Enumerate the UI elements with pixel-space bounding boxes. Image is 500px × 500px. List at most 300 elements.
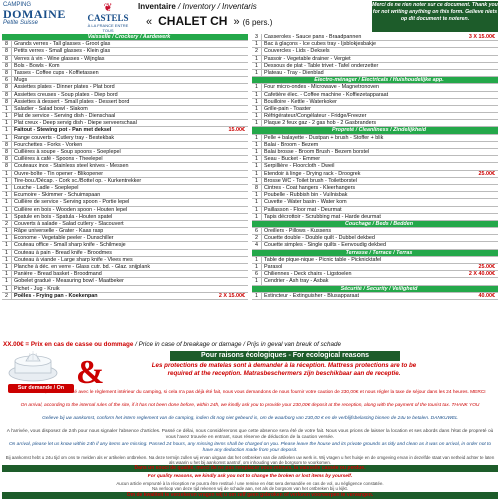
item-price bbox=[245, 99, 248, 105]
section-header-row bbox=[252, 221, 498, 228]
item-quantity: 1 bbox=[252, 278, 262, 284]
inventory-row bbox=[252, 135, 498, 142]
inventory-row bbox=[2, 135, 248, 142]
item-quantity: 2 bbox=[2, 221, 12, 227]
title-open-quote: « bbox=[146, 16, 153, 28]
item-name: Cuillères à café - Spoons - Theelepel bbox=[14, 156, 103, 163]
item-name: Sécurité / Security / Veiligheid bbox=[340, 285, 418, 292]
title-bold: Inventaire bbox=[138, 2, 176, 11]
item-price bbox=[495, 257, 498, 263]
inventory-row bbox=[2, 77, 248, 84]
item-name: Bouilloire - Kettle - Waterkoker bbox=[264, 98, 337, 105]
item-quantity: 1 bbox=[2, 214, 12, 220]
item-quantity: 8 bbox=[2, 48, 12, 54]
item-name: Bols - Bowls - Kom bbox=[14, 62, 60, 69]
item-price: 2 X 15.00€ bbox=[218, 292, 245, 299]
item-quantity: 1 bbox=[252, 199, 262, 205]
item-quantity: 1 bbox=[2, 242, 12, 248]
item-name: Paillasson - Floor mat - Deurmat bbox=[264, 206, 342, 213]
item-name: Ouvre-boîte - Tin opener - Blikopener bbox=[14, 170, 103, 177]
inventory-table-left bbox=[2, 34, 248, 300]
item-name: Bac à glaçons - Ice cubes tray - Ijsblokjesbakje bbox=[264, 41, 377, 48]
price-note bbox=[3, 341, 497, 348]
item-name: Verres à vin - Wine glasses - Wijnglas bbox=[14, 55, 105, 62]
inventory-row bbox=[252, 207, 498, 214]
item-quantity: 6 bbox=[2, 77, 12, 83]
inventory-row bbox=[2, 192, 248, 199]
inventory-row bbox=[252, 156, 498, 163]
inventory-row bbox=[252, 192, 498, 199]
item-name: Saladier - Salad bowl - Slakom bbox=[14, 105, 88, 112]
item-name: Dessous de plat - Table trivet - Tafel onderzetter bbox=[264, 62, 379, 69]
inventory-row bbox=[2, 242, 248, 249]
quality-bar-nl bbox=[2, 492, 498, 499]
borrowed-items-note: Aucun article emprunté à la réception ne pourra être restitué / une remise en état sera demandée en cas de vol, ou négligence constatée. bbox=[116, 481, 384, 486]
item-price bbox=[245, 264, 248, 270]
item-price bbox=[495, 106, 498, 112]
item-name: Propreté / Cleanliness / Zindelijkheid bbox=[331, 127, 427, 134]
item-price bbox=[245, 34, 248, 40]
item-price: 15.00€ bbox=[228, 127, 245, 134]
item-quantity bbox=[252, 127, 261, 133]
item-quantity: 1 bbox=[252, 192, 262, 198]
item-quantity: 1 bbox=[252, 142, 262, 148]
item-price bbox=[245, 242, 248, 248]
item-name: Cafetière élec. - Coffee machine - Koffiezetapparaat bbox=[264, 91, 389, 98]
deposit-note-en: On arrival, according to the internal rules of the site, if it has not been done before, within 24h, we kindly ask you to provide your 230,00€ deposit at the reception, along with the payment of the tourist tax. THANK YOU bbox=[20, 403, 480, 408]
item-name: Assiettes plates - Dinner plates - Plat bord bbox=[14, 84, 115, 91]
inventory-row bbox=[252, 34, 498, 41]
inventory-row bbox=[2, 178, 248, 185]
item-price: 3 X 15.00€ bbox=[468, 34, 495, 40]
item-quantity: 1 bbox=[2, 171, 12, 177]
ampersand: & bbox=[76, 354, 105, 391]
item-quantity: 1 bbox=[252, 113, 262, 119]
inventory-row bbox=[252, 70, 498, 77]
item-quantity: 1 bbox=[2, 264, 12, 270]
item-name: Couette double - Double quilt - Dubbel dekbed bbox=[264, 235, 375, 242]
inventory-row bbox=[2, 286, 248, 293]
item-quantity: 6 bbox=[252, 228, 262, 234]
item-price bbox=[495, 41, 498, 47]
section-header-row bbox=[2, 34, 248, 41]
inventory-row bbox=[252, 142, 498, 149]
inventory-row bbox=[2, 207, 248, 214]
item-quantity: 1 bbox=[2, 113, 12, 119]
item-price bbox=[495, 163, 498, 169]
item-quantity: 1 bbox=[2, 250, 12, 256]
item-quantity: 1 bbox=[2, 120, 12, 126]
item-quantity: 1 bbox=[252, 171, 262, 177]
item-price bbox=[245, 235, 248, 241]
item-quantity: 1 bbox=[252, 163, 262, 169]
item-quantity: 1 bbox=[252, 92, 262, 98]
inventory-row bbox=[2, 257, 248, 264]
item-price bbox=[495, 228, 498, 234]
inventory-row bbox=[2, 70, 248, 77]
item-price bbox=[245, 214, 248, 220]
item-quantity: 1 bbox=[2, 278, 12, 284]
section-header-row bbox=[252, 250, 498, 257]
item-price bbox=[245, 221, 248, 227]
section-header-row bbox=[252, 127, 498, 134]
item-name: Balai - Broom - Bezem bbox=[264, 141, 319, 148]
item-price bbox=[495, 92, 498, 98]
chalet-name: CHALET CH bbox=[158, 14, 228, 28]
inventory-row bbox=[2, 293, 248, 300]
item-price bbox=[495, 120, 498, 126]
people-count: (6 pers.) bbox=[242, 18, 273, 27]
logo-top-text: CAMPING bbox=[3, 2, 32, 8]
price-note-lead: XX.00€ = Prix en cas de casse ou dommage bbox=[3, 341, 134, 348]
item-quantity: 1 bbox=[2, 286, 12, 292]
item-name: Louche - Ladle - Soeplepel bbox=[14, 184, 79, 191]
item-name: Pelle + balayette - Dustpan + brush - Stoffer + blik bbox=[264, 134, 384, 141]
inventory-row bbox=[2, 271, 248, 278]
item-quantity: 1 bbox=[252, 135, 262, 141]
deposit-note-fr: A votre arrivée, en conformité avec le règlement intérieur du camping, si cela n'a pas déjà été fait, nous vous demandons de nous fournir votre caution de 230,00€ et nous régler la taxe de séjour dans les 24 heures. MERCI bbox=[14, 390, 486, 395]
item-name: Seau - Bucket - Emmer bbox=[264, 156, 321, 163]
quality-bar-fr bbox=[2, 465, 498, 472]
item-name: Cuillère en bois - Wooden spoon - Houten lepel bbox=[14, 206, 128, 213]
item-quantity: 1 bbox=[252, 56, 262, 62]
inventory-row bbox=[252, 106, 498, 113]
mattress-protection-note: Les protections de matelas sont à demander à la réception. Mattress protections are to be required at the reception. Matrasbeschermers zijn beschikbaar aan de receptie. bbox=[151, 362, 417, 377]
item-price bbox=[245, 149, 248, 155]
inventory-table-right bbox=[252, 34, 498, 300]
item-name: Balai brosse - Broom Brush - Bezem borstel bbox=[264, 149, 370, 155]
item-price: 25.00€ bbox=[478, 264, 495, 270]
item-quantity bbox=[2, 34, 11, 40]
item-name: Couteau à pain - Bread knife - Broodmes bbox=[14, 249, 112, 256]
item-quantity: 8 bbox=[2, 92, 12, 98]
item-name: Serpillière - Floorcloth - Dweil bbox=[264, 163, 335, 170]
item-name: Assiettes creuses - Soup plates - Diep bord bbox=[14, 91, 118, 98]
domaine-logo bbox=[3, 2, 66, 32]
item-price bbox=[495, 199, 498, 205]
item-price bbox=[245, 228, 248, 234]
item-quantity: 1 bbox=[2, 228, 12, 234]
item-quantity: 3 bbox=[252, 34, 262, 40]
inventory-row bbox=[2, 149, 248, 156]
item-quantity: 1 bbox=[252, 120, 262, 126]
logo-main-text: DOMAINE bbox=[3, 7, 66, 21]
item-name: Couverts à salade - Salad cutlery - Slacouvert bbox=[14, 220, 124, 227]
item-name: Réfrigérateur/Congélateur - Fridge/Freezer bbox=[264, 113, 367, 120]
item-price bbox=[245, 63, 248, 69]
item-price bbox=[495, 63, 498, 69]
item-price bbox=[245, 56, 248, 62]
inventory-row bbox=[252, 214, 498, 221]
logo-sub-text: Petite Suisse bbox=[3, 20, 39, 26]
item-quantity: 1 bbox=[252, 99, 262, 105]
item-name: Econome - Vegetable peeler - Dunschiller bbox=[14, 235, 114, 242]
item-name: Poêles - Frying pan - Koekenpan bbox=[14, 292, 98, 299]
quality-bar-nl-text: Om de kwaliteit te verzekeren vragen wij u om zelf geen gebroken of verloren voorwerpen te vervangen. bbox=[126, 492, 374, 498]
inventory-row bbox=[252, 178, 498, 185]
item-quantity: 8 bbox=[2, 99, 12, 105]
item-name: Poubelle - Rubbish bin - Vuilnisbak bbox=[264, 192, 348, 199]
inventory-row bbox=[2, 48, 248, 55]
item-quantity: 1 bbox=[252, 178, 262, 184]
item-name: Râpe universelle - Grater - Kaas rasp bbox=[14, 228, 104, 235]
item-price bbox=[495, 156, 498, 162]
item-name: Tire-bou./Décap. - Cork sc./Bottel op. - Kurkentrekker bbox=[14, 177, 142, 184]
item-name: Extincteur - Extinguisher - Blusapparaat bbox=[264, 292, 359, 299]
item-name: Plateau - Tray - Dienblad bbox=[264, 69, 324, 76]
item-price bbox=[495, 221, 498, 227]
item-name: Tapis décrottoir - Scrubbing mat - Harde deurmat bbox=[264, 213, 381, 220]
item-name: Casseroles - Sauce pans - Braadpannen bbox=[264, 34, 362, 40]
item-name: Couette simples - Single quilts - Eenvoudig dekbed bbox=[264, 242, 386, 249]
item-quantity: 8 bbox=[2, 156, 12, 162]
inventory-row bbox=[2, 120, 248, 127]
item-quantity: 8 bbox=[2, 70, 12, 76]
item-quantity: 1 bbox=[252, 156, 262, 162]
item-name: Cuvette - Water basin - Water kom bbox=[264, 199, 347, 206]
item-price bbox=[245, 250, 248, 256]
item-price bbox=[245, 156, 248, 162]
quality-note-en: For quality reasons, we kindly ask you not to change the broken or lost items by yourself. bbox=[147, 474, 353, 479]
item-quantity: 1 bbox=[252, 214, 262, 220]
item-name: Range couverts - Cutlery tray - Bestekbak bbox=[14, 134, 115, 141]
item-price bbox=[245, 77, 248, 83]
item-quantity: 1 bbox=[2, 106, 12, 112]
inventory-row bbox=[2, 163, 248, 170]
item-name: Cendrier - Ash tray - Asbak bbox=[264, 278, 329, 285]
item-price: 2 X 40.00€ bbox=[468, 271, 495, 278]
inventory-row bbox=[252, 199, 498, 206]
item-quantity bbox=[252, 77, 261, 83]
item-price bbox=[495, 235, 498, 241]
no-writing-note: Merci de ne rien noter sur ce document. Thank you for not writing anything on this form. Gelieve niets op dit document te noteren. bbox=[372, 1, 498, 32]
charge-note-nl: Na verloop van deze tijd rekenen wij de schade aan, net als de borgsom van het ontbreken bij u kijkt. bbox=[152, 486, 348, 491]
item-quantity: 1 bbox=[2, 127, 12, 133]
item-quantity: 1 bbox=[252, 41, 262, 47]
inventory-row bbox=[252, 228, 498, 235]
item-price bbox=[245, 92, 248, 98]
item-price bbox=[245, 257, 248, 263]
item-price bbox=[495, 242, 498, 248]
item-price bbox=[245, 271, 248, 277]
item-name: Couvercles - Lids - Deksels bbox=[264, 48, 330, 55]
item-name: Brosse WC - Toilet brush - Toiletborstel bbox=[264, 177, 357, 184]
item-name: Panière - Bread basket - Broodmand bbox=[14, 271, 102, 278]
inventory-row bbox=[2, 142, 248, 149]
item-price bbox=[495, 192, 498, 198]
inventory-row bbox=[252, 271, 498, 278]
item-price bbox=[495, 48, 498, 54]
item-name: Plat de service - Serving dish - Dienschaal bbox=[14, 113, 116, 120]
item-quantity: 1 bbox=[2, 178, 12, 184]
item-price bbox=[245, 278, 248, 284]
item-quantity: 1 bbox=[2, 271, 12, 277]
inventory-row bbox=[2, 156, 248, 163]
title-close-quote: » bbox=[233, 16, 240, 28]
title-rest: / Inventory / Inventaris bbox=[175, 2, 257, 11]
inventory-row bbox=[252, 41, 498, 48]
item-price bbox=[245, 207, 248, 213]
inventory-row bbox=[2, 99, 248, 106]
item-quantity: 1 bbox=[2, 235, 12, 241]
item-price bbox=[245, 48, 248, 54]
inventory-row bbox=[2, 228, 248, 235]
title-line-1 bbox=[138, 2, 348, 11]
item-quantity: 2 bbox=[252, 48, 262, 54]
item-quantity bbox=[252, 250, 261, 256]
item-price bbox=[245, 286, 248, 292]
item-name: Assiettes à dessert - Small plates - Dessert bord bbox=[14, 98, 130, 105]
item-price bbox=[245, 171, 248, 177]
inventory-row bbox=[2, 214, 248, 221]
inventory-row bbox=[2, 199, 248, 206]
item-name: Plat creux - Deep servig dish - Diepe serveerschaal bbox=[14, 120, 137, 127]
item-name: Fourchettes - Forks - Vorken bbox=[14, 141, 83, 148]
item-price bbox=[245, 120, 248, 126]
item-name: Cuillères à soupe - Soup spoons - Soeplepel bbox=[14, 149, 121, 155]
inventory-row bbox=[2, 127, 248, 134]
arrival-note-fr: A l'arrivée, vous disposez de 24h pour nous signaler l'absence d'articles. Passé ce délai, nous considérerons que cette absence sera été de votre fait. Nous vous prions de laisser la location et ses abords dans l'état de propreté où vous l'avez trouvée en entrant, sous réserve de déduction de la caution versée. bbox=[6, 429, 494, 440]
item-name: Parasol bbox=[264, 264, 283, 270]
item-name: Terrasse / Terrace / Terras bbox=[345, 249, 413, 256]
item-name: Electro-ménager / Electricals / Huishoudelijke app. bbox=[314, 77, 444, 84]
inventory-row bbox=[252, 278, 498, 285]
item-price bbox=[495, 77, 498, 83]
castels-name: CASTELS bbox=[87, 13, 129, 23]
item-name: Tasses - Coffee cups - Koffietassen bbox=[14, 69, 99, 76]
item-price bbox=[495, 135, 498, 141]
on-request-badge: Sur demande / On request bbox=[8, 384, 74, 393]
item-quantity: 8 bbox=[2, 41, 12, 47]
item-quantity: 1 bbox=[252, 264, 262, 270]
item-name: Petits verres - Small glasses - Klein glas bbox=[14, 48, 111, 55]
item-quantity: 1 bbox=[252, 63, 262, 69]
item-name: Grille-pain - Toaster bbox=[264, 105, 311, 112]
item-quantity: 1 bbox=[252, 70, 262, 76]
item-price bbox=[245, 142, 248, 148]
item-price: 40.00€ bbox=[478, 292, 495, 299]
item-price bbox=[245, 192, 248, 198]
item-name: Ecumoire - Skimmer - Schuimspaan bbox=[14, 192, 101, 199]
inventory-row bbox=[252, 257, 498, 264]
item-quantity: 8 bbox=[2, 149, 12, 155]
item-name: Etendoir à linge - Drying rack - Droogrek bbox=[264, 170, 361, 177]
item-price bbox=[495, 56, 498, 62]
title-line-2 bbox=[146, 14, 366, 28]
inventory-row bbox=[252, 99, 498, 106]
inventory-row bbox=[2, 250, 248, 257]
inventory-row bbox=[2, 235, 248, 242]
item-quantity: 8 bbox=[2, 84, 12, 90]
item-price bbox=[245, 185, 248, 191]
castels-mark-icon: ❦ bbox=[103, 2, 113, 14]
item-price bbox=[245, 163, 248, 169]
inventory-row bbox=[252, 235, 498, 242]
item-name: Planche à déc. en verre - Glass cutr. bd. - Glaz. snijplank bbox=[14, 264, 151, 270]
item-price bbox=[245, 199, 248, 205]
section-header-row bbox=[252, 286, 498, 293]
item-name: Cuillère de service - Serving spoon - Portie lepel bbox=[14, 199, 130, 206]
inventory-row bbox=[2, 41, 248, 48]
item-quantity: 1 bbox=[2, 192, 12, 198]
item-price bbox=[495, 70, 498, 76]
item-quantity: 2 bbox=[2, 293, 12, 299]
item-quantity: 1 bbox=[252, 257, 262, 263]
item-quantity: 1 bbox=[2, 185, 12, 191]
item-name: Chiliennes - Deck chairs - Ligstoelen bbox=[264, 271, 352, 278]
item-price bbox=[245, 106, 248, 112]
quality-bar-fr-text: Dans un souci de qualité, merci de ne pas remplacer vous-mêmes, la vaisselle cassée ou perdue. bbox=[134, 465, 366, 471]
section-header-row bbox=[252, 77, 498, 84]
item-name: Table de pique-nique - Picnic table - Picknicktafel bbox=[264, 256, 382, 263]
inventory-row bbox=[2, 92, 248, 99]
lemon-squeezer-image bbox=[6, 349, 60, 383]
item-name: Plaque 2 feux gaz - 2 gas hob - 2 Gasbranders bbox=[264, 120, 377, 127]
item-quantity: 8 bbox=[2, 56, 12, 62]
item-price bbox=[495, 99, 498, 105]
inventory-row bbox=[252, 293, 498, 300]
item-price bbox=[245, 41, 248, 47]
inventory-row bbox=[2, 171, 248, 178]
item-quantity: 8 bbox=[252, 185, 262, 191]
item-name: Couchage / Beds / Bedden bbox=[345, 220, 413, 227]
item-name: Couteau office - Small sharp knife - Schilmesje bbox=[14, 242, 126, 249]
item-price bbox=[245, 84, 248, 90]
inventory-row bbox=[2, 106, 248, 113]
item-name: Cintres - Coat hangers - Kleerhangers bbox=[264, 184, 356, 191]
arrival-note-en: On arrival, please let us know within 24h if any items are missing. Passed 24 hours, any missing items shall be charged on you. Please leave the house and its private grounds as tidy and clean as it was on arrival, in order not to have any deduction made from your deposit. bbox=[8, 442, 492, 453]
item-name: Passoir - Vegetable drainer - Vergiet bbox=[264, 55, 351, 62]
castels-tagline: À LA FRANCE ENTRE TOUS bbox=[87, 23, 129, 33]
item-price bbox=[495, 84, 498, 90]
inventory-row bbox=[2, 221, 248, 228]
item-quantity: 1 bbox=[2, 135, 12, 141]
item-price bbox=[495, 286, 498, 292]
deposit-note-nl: Gelieve bij uw aankomst, conform het intern reglement van de camping, indien dit nog niet gebeurd is, om de waarborg van 230,00 € en de verblijfsbelasting binnen de 24u te betalen. DANKUWEL bbox=[42, 416, 458, 421]
ecological-banner: Pour raisons écologiques - For ecological reasons bbox=[170, 351, 400, 361]
inventory-row bbox=[252, 264, 498, 271]
item-price bbox=[245, 70, 248, 76]
inventory-row bbox=[252, 48, 498, 55]
inventory-row bbox=[252, 120, 498, 127]
item-price bbox=[495, 127, 498, 133]
item-price bbox=[245, 178, 248, 184]
item-price bbox=[495, 178, 498, 184]
inventory-row bbox=[252, 56, 498, 63]
item-quantity: 4 bbox=[252, 242, 262, 248]
item-name: Couteau à viande - Large sharp knife - Vlees mes bbox=[14, 256, 133, 263]
item-quantity: 1 bbox=[252, 106, 262, 112]
item-price bbox=[245, 135, 248, 141]
inventory-row bbox=[252, 242, 498, 249]
inventory-row bbox=[252, 163, 498, 170]
item-quantity: 1 bbox=[252, 149, 262, 155]
item-name: Pichet - Jug - Kruik bbox=[14, 285, 60, 292]
item-quantity: 1 bbox=[252, 84, 262, 90]
item-quantity: 8 bbox=[2, 63, 12, 69]
inventory-row bbox=[252, 84, 498, 91]
inventory-row bbox=[252, 113, 498, 120]
item-name: Faitout - Stewing pot - Pan met deksel bbox=[14, 127, 112, 134]
item-price bbox=[495, 250, 498, 256]
inventory-row bbox=[2, 264, 248, 271]
item-price bbox=[495, 142, 498, 148]
item-quantity bbox=[252, 221, 261, 227]
inventory-row bbox=[2, 278, 248, 285]
item-price bbox=[495, 214, 498, 220]
item-price bbox=[495, 185, 498, 191]
inventory-row bbox=[252, 185, 498, 192]
